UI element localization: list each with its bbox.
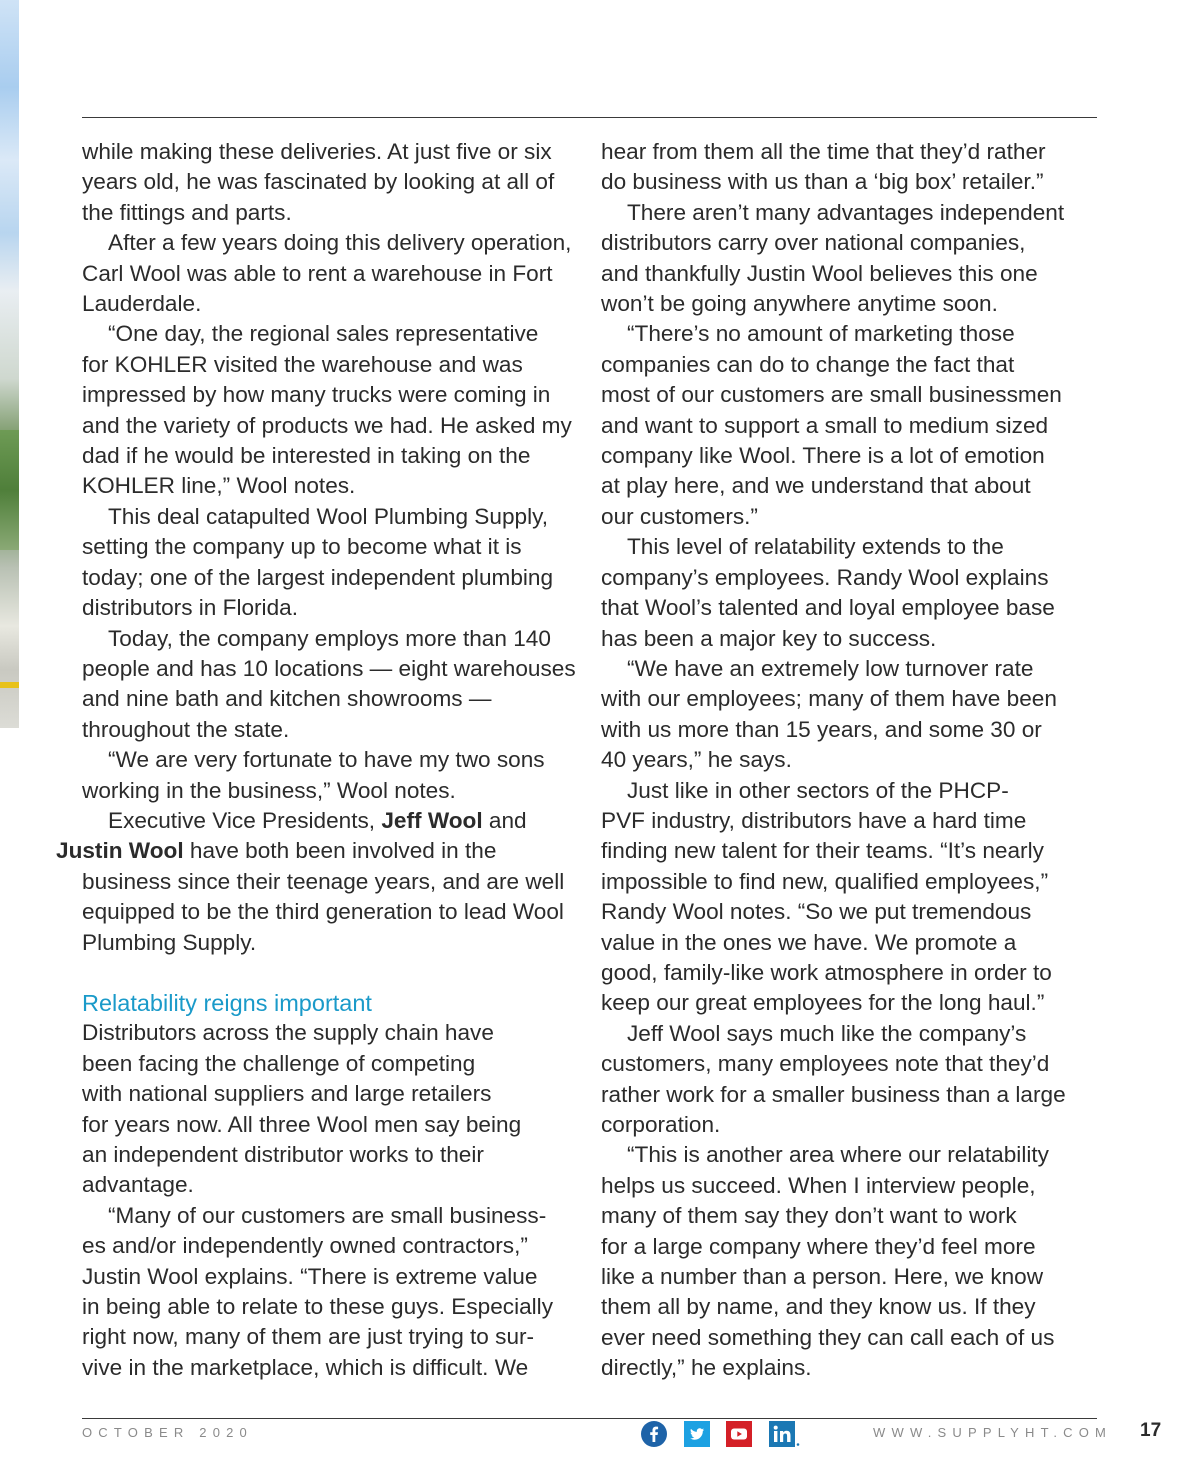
text-line: at play here, and we understand that about bbox=[601, 473, 1031, 499]
paragraph bbox=[601, 532, 1101, 654]
text-line: KOHLER line,” Wool notes. bbox=[82, 473, 356, 499]
paragraph bbox=[601, 1019, 1101, 1141]
text-line: companies can do to change the fact that bbox=[601, 351, 1015, 377]
paragraph bbox=[82, 745, 582, 806]
text-line: people and has 10 locations — eight warehouses bbox=[82, 655, 576, 681]
text-line: Lauderdale. bbox=[82, 291, 202, 317]
text-line: corporation. bbox=[601, 1112, 721, 1137]
text-line: value in the ones we have. We promote a bbox=[601, 929, 1017, 955]
text-line: equipped to be the third generation to lead Wool bbox=[82, 899, 564, 925]
top-rule bbox=[82, 117, 1097, 118]
text-line: finding new talent for their teams. “It’s nearly bbox=[601, 838, 1044, 864]
paragraph bbox=[82, 502, 582, 624]
text-line: has been a major key to success. bbox=[601, 625, 937, 651]
paragraph bbox=[82, 1018, 582, 1200]
text-line: company’s employees. Randy Wool explains bbox=[601, 564, 1049, 590]
text-line: while making these deliveries. At just five or six bbox=[82, 139, 552, 164]
text-line: in being able to relate to these guys. Especially bbox=[82, 1294, 553, 1320]
text-line: There aren’t many advantages independent bbox=[627, 199, 1065, 225]
text-line: the fittings and parts. bbox=[82, 199, 292, 225]
text-line: for years now. All three Wool men say being bbox=[82, 1111, 522, 1137]
text-line: Justin Wool explains. “There is extreme value bbox=[82, 1263, 538, 1289]
paragraph bbox=[82, 624, 582, 746]
text-line: “We are very fortunate to have my two sons bbox=[108, 747, 545, 773]
text-line: Today, the company employs more than 140 bbox=[108, 625, 551, 651]
footer-url[interactable]: WWW.SUPPLYHT.COM bbox=[873, 1425, 1113, 1440]
paragraph bbox=[82, 137, 582, 228]
text-line: today; one of the largest independent plumbing bbox=[82, 564, 554, 590]
text-line: won’t be going anywhere anytime soon. bbox=[601, 291, 998, 317]
facebook-icon[interactable] bbox=[641, 1421, 667, 1447]
text-line: right now, many of them are just trying to sur- bbox=[82, 1324, 535, 1350]
section-heading: Relatability reigns important bbox=[82, 989, 372, 1016]
text-line: This deal catapulted Wool Plumbing Supply, bbox=[108, 503, 548, 529]
text-line: hear from them all the time that they’d rather bbox=[601, 139, 1046, 164]
page-number: 17 bbox=[1140, 1420, 1162, 1441]
text-line: Just like in other sectors of the PHCP- bbox=[627, 777, 1009, 803]
text-line: distributors carry over national companies, bbox=[601, 230, 1026, 256]
text-line: for a large company where they’d feel more bbox=[601, 1233, 1036, 1259]
photo-edge bbox=[0, 0, 19, 728]
text-line: many of them say they don’t want to work bbox=[601, 1203, 1017, 1229]
photo-road-line bbox=[0, 682, 19, 688]
paragraph bbox=[601, 1140, 1101, 1383]
text-line: our customers.” bbox=[601, 503, 758, 529]
text-line: with our employees; many of them have been bbox=[601, 686, 1057, 712]
text-line: an independent distributor works to their bbox=[82, 1142, 484, 1167]
text-line: helps us succeed. When I interview people, bbox=[601, 1172, 1036, 1198]
text-line: “This is another area where our relatability bbox=[627, 1142, 1049, 1168]
photo-foliage bbox=[0, 430, 19, 550]
text-line: After a few years doing this delivery operation, bbox=[108, 230, 572, 256]
paragraph bbox=[601, 137, 1101, 198]
paragraph bbox=[82, 228, 582, 319]
linkedin-icon[interactable] bbox=[769, 1421, 801, 1447]
footer-date: OCTOBER 2020 bbox=[82, 1425, 253, 1440]
text-line: working in the business,” Wool notes. bbox=[82, 777, 456, 803]
text-line: setting the company up to become what it is bbox=[82, 534, 522, 560]
paragraph bbox=[82, 1201, 582, 1383]
text-line: impressed by how many trucks were coming in bbox=[82, 382, 551, 408]
text-line: directly,” he explains. bbox=[601, 1355, 812, 1381]
name-jeff-wool: Jeff Wool bbox=[381, 807, 483, 833]
text-line: advantage. bbox=[82, 1172, 194, 1198]
text-line: most of our customers are small businessmen bbox=[601, 382, 1062, 408]
name-justin-wool: Justin Wool bbox=[56, 838, 184, 864]
text-line: with us more than 15 years, and some 30 or bbox=[601, 716, 1042, 742]
text-line: Carl Wool was able to rent a warehouse in Fort bbox=[82, 260, 553, 286]
text-line: This level of relatability extends to the bbox=[627, 534, 1004, 560]
text-line: “There’s no amount of marketing those bbox=[627, 321, 1015, 347]
paragraph: Executive Vice Presidents, Jeff Wool and Justin Wool have both been involved in the business since their teenage years, and are well equipped to be the third generation to lead Wool Plumbing Supply. bbox=[82, 806, 582, 958]
text-line: dad if he would be interested in taking on the bbox=[82, 443, 531, 469]
text-line: Randy Wool notes. “So we put tremendous bbox=[601, 899, 1032, 925]
paragraph bbox=[601, 776, 1101, 1019]
text-line: company like Wool. There is a lot of emotion bbox=[601, 443, 1045, 469]
text-line: rather work for a smaller business than a large bbox=[601, 1081, 1066, 1107]
text-line: PVF industry, distributors have a hard time bbox=[601, 807, 1027, 833]
text-line: impossible to find new, qualified employees,” bbox=[601, 868, 1049, 894]
text-line: Jeff Wool says much like the company’s bbox=[627, 1020, 1027, 1046]
text-line: business since their teenage years, and are well bbox=[82, 868, 565, 894]
text-line: es and/or independently owned contractors,” bbox=[82, 1233, 528, 1259]
text-line: and nine bath and kitchen showrooms — bbox=[82, 686, 492, 712]
text-line: “One day, the regional sales representative bbox=[108, 321, 539, 347]
text-line: do business with us than a ‘big box’ retailer.” bbox=[601, 169, 1044, 195]
text-line: ever need something they can call each of us bbox=[601, 1324, 1055, 1350]
text-line: that Wool’s talented and loyal employee base bbox=[601, 595, 1055, 621]
text-line: and the variety of products we had. He asked my bbox=[82, 412, 572, 438]
paragraph bbox=[601, 654, 1101, 776]
text-line: distributors in Florida. bbox=[82, 595, 298, 621]
twitter-icon[interactable] bbox=[684, 1421, 710, 1447]
text-line: “We have an extremely low turnover rate bbox=[627, 655, 1034, 681]
text-line: keep our great employees for the long haul.” bbox=[601, 990, 1045, 1016]
paragraph bbox=[82, 319, 582, 501]
text-line: Plumbing Supply. bbox=[82, 929, 257, 955]
text-line: customers, many employees note that they’d bbox=[601, 1051, 1050, 1077]
paragraph bbox=[601, 319, 1101, 532]
text-line: and want to support a small to medium sized bbox=[601, 412, 1049, 438]
text-line: throughout the state. bbox=[82, 716, 290, 742]
text-line: been facing the challenge of competing bbox=[82, 1050, 476, 1076]
text-line: Distributors across the supply chain have bbox=[82, 1020, 494, 1046]
text-line: for KOHLER visited the warehouse and was bbox=[82, 351, 523, 377]
text-line: and thankfully Justin Wool believes this one bbox=[601, 260, 1038, 286]
text-line: “Many of our customers are small business- bbox=[108, 1202, 547, 1228]
text-line: vive in the marketplace, which is difficult. We bbox=[82, 1354, 529, 1380]
text-line: like a number than a person. Here, we know bbox=[601, 1264, 1044, 1290]
text-line: good, family-like work atmosphere in order to bbox=[601, 959, 1052, 985]
text-line: them all by name, and they know us. If they bbox=[601, 1294, 1036, 1320]
youtube-icon[interactable] bbox=[726, 1421, 752, 1447]
text-line: years old, he was fascinated by looking at all of bbox=[82, 169, 555, 195]
text-line: with national suppliers and large retailers bbox=[82, 1081, 492, 1107]
bottom-rule bbox=[82, 1418, 1097, 1419]
left-column bbox=[56, 137, 582, 1383]
right-column bbox=[601, 137, 1101, 1384]
paragraph bbox=[601, 198, 1101, 320]
text-line: 40 years,” he says. bbox=[601, 747, 792, 773]
